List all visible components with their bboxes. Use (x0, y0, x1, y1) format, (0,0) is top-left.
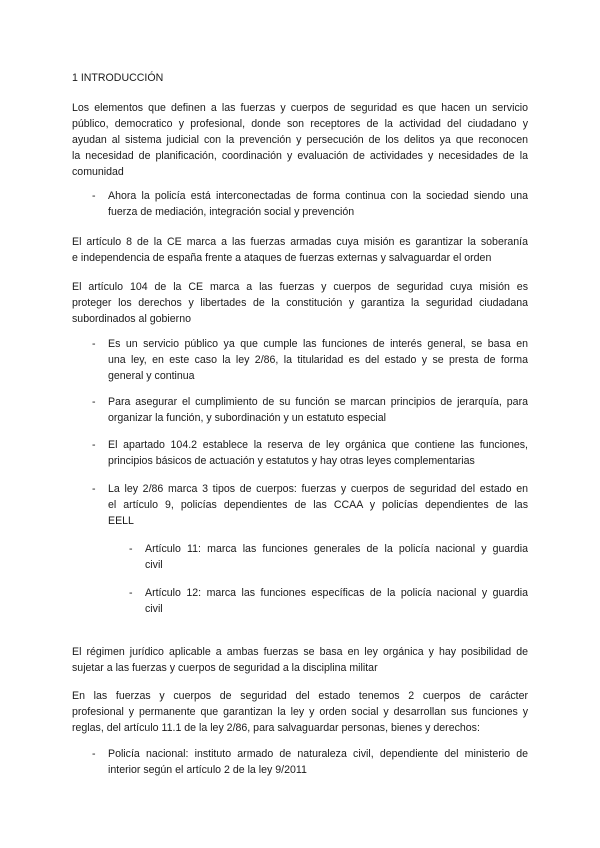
text-line: proteger los derechos y libertades de la constitución y garantiza la seguridad ciudadana (72, 297, 528, 309)
sub-bullet-item (129, 541, 528, 573)
text-line: general y continua (108, 370, 195, 382)
text-line: El artículo 104 de la CE marca a las fuerzas y cuerpos de seguridad cuya misión es (72, 281, 528, 293)
text-line: La ley 2/86 marca 3 tipos de cuerpos: fuerzas y cuerpos de seguridad del estado en (108, 483, 528, 495)
paragraph (72, 688, 528, 736)
paragraph (72, 279, 528, 327)
bullet-item (92, 481, 528, 529)
text-line: profesional y permanente que garantizan la ley y orden social y desarrollan sus funciones y (72, 706, 528, 718)
text-line: comunidad (72, 166, 124, 178)
text-line: Ahora la policía está interconectadas de forma continua con la sociedad siendo una (108, 190, 528, 202)
text-line: Policía nacional: instituto armado de naturaleza civil, dependiente del ministerio de (108, 748, 528, 760)
bullet-item (92, 336, 528, 384)
text-line: el artículo 9, policías dependientes de las CCAA y policías dependientes de las (108, 499, 528, 511)
text-line: principios básicos de actuación y estatutos y hay otras leyes complementarias (108, 455, 475, 467)
text-line: subordinados al gobierno (72, 313, 191, 325)
bullet-dash: - (92, 748, 96, 760)
bullet-dash: - (92, 439, 96, 451)
bullet-dash: - (129, 587, 133, 599)
text-line: En las fuerzas y cuerpos de seguridad del estado tenemos 2 cuerpos de carácter (72, 690, 528, 702)
bullet-item (92, 188, 528, 220)
text-line: reglas, del artículo 11.1 de la ley 2/86, para salvaguardar personas, bienes y derechos: (72, 722, 480, 734)
text-line: civil (145, 603, 163, 615)
section-heading: 1 INTRODUCCIÓN (72, 72, 164, 84)
text-line: EELL (108, 515, 134, 527)
bullet-dash: - (129, 543, 133, 555)
text-line: e independencia de españa frente a ataques de fuerzas externas y salvaguardar el orden (72, 252, 492, 264)
text-line: una ley, en este caso la ley 2/86, la titularidad es del estado y se presta de forma (108, 354, 528, 366)
text-line: Artículo 11: marca las funciones generales de la policía nacional y guardia (145, 543, 528, 555)
text-line: público, democratico y profesional, donde son receptores de la actividad del ciudadano y (72, 118, 528, 130)
text-line: civil (145, 559, 163, 571)
text-line: organizar la función, y subordinación y un estatuto especial (108, 412, 386, 424)
text-line: sujetar a las fuerzas y cuerpos de seguridad a la disciplina militar (72, 662, 378, 674)
paragraph (72, 100, 528, 180)
bullet-dash: - (92, 396, 96, 408)
text-line: El apartado 104.2 establece la reserva de ley orgánica que contiene las funciones, (108, 439, 528, 451)
text-line: Para asegurar el cumplimiento de su función se marcan principios de jerarquía, para (108, 396, 528, 408)
bullet-dash: - (92, 338, 96, 350)
text-line: El artículo 8 de la CE marca a las fuerzas armadas cuya misión es garantizar la soberanía (72, 236, 528, 248)
text-line: la necesidad de planificación, coordinación y evaluación de actividades y necesidades de la (72, 150, 528, 162)
bullet-item (92, 746, 528, 778)
text-line: Es un servicio público ya que cumple las funciones de interés general, se basa en (108, 338, 528, 350)
sub-bullet-item (129, 585, 528, 617)
paragraph (72, 234, 528, 266)
text-line: Los elementos que definen a las fuerzas y cuerpos de seguridad es que hacen un servicio (72, 102, 528, 114)
text-line: Artículo 12: marca las funciones específicas de la policía nacional y guardia (145, 587, 528, 599)
text-line: El régimen jurídico aplicable a ambas fuerzas se basa en ley orgánica y hay posibilidad de (72, 646, 528, 658)
bullet-item (92, 437, 528, 469)
bullet-dash: - (92, 483, 96, 495)
text-line: ayudan al sistema judicial con la prevención y persecución de los delitos ya que reconocen (72, 134, 528, 146)
bullet-dash: - (92, 190, 96, 202)
paragraph (72, 644, 528, 676)
text-line: fuerza de mediación, integración social y prevención (108, 206, 355, 218)
bullet-item (92, 394, 528, 426)
text-line: interior según el artículo 2 de la ley 9/2011 (108, 764, 307, 776)
